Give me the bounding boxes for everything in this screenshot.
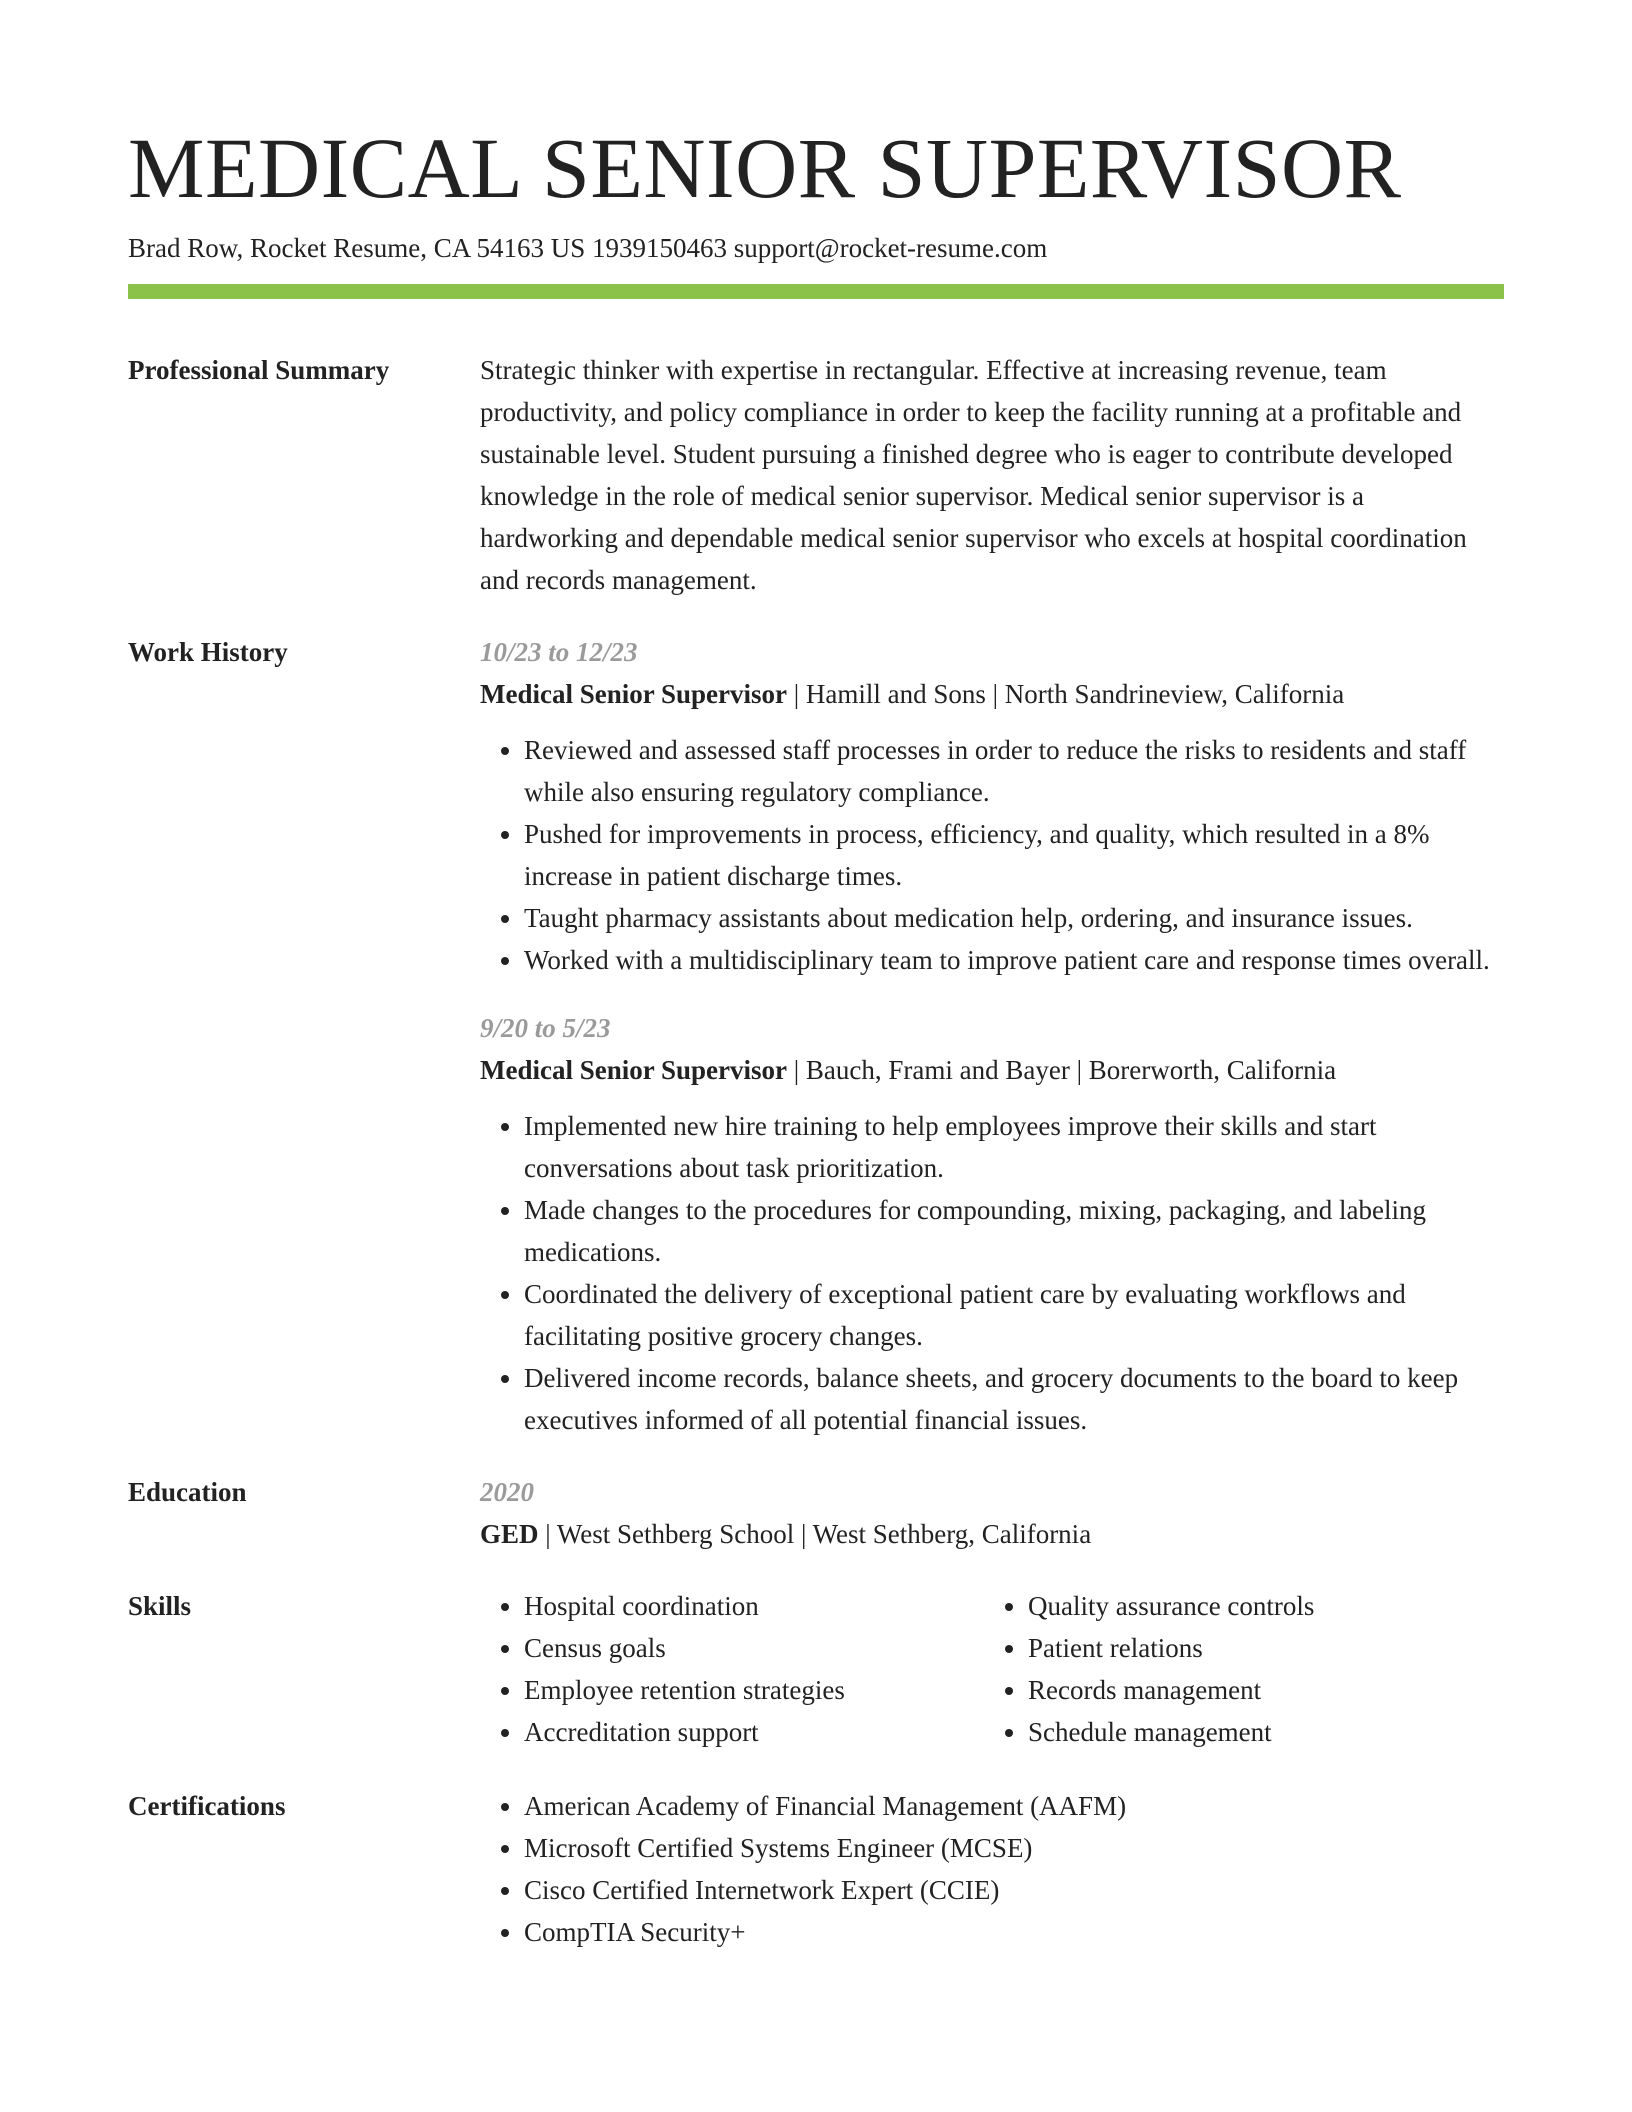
section-label-skills: Skills — [128, 1591, 192, 1621]
list-item: • Coordinated the delivery of exceptional patient care by evaluating workflows and facilitating positive grocery changes. — [524, 1273, 1504, 1357]
list-item: • Schedule management — [1028, 1711, 1488, 1753]
section-label-education: Education — [128, 1477, 247, 1507]
list-item: • Records management — [1028, 1669, 1488, 1711]
section-label-summary: Professional Summary — [128, 355, 390, 385]
list-item: • Made changes to the procedures for compounding, mixing, packaging, and labeling medications. — [524, 1189, 1504, 1273]
list-item: • American Academy of Financial Management (AAFM) — [524, 1785, 1504, 1827]
job-heading — [480, 673, 1504, 715]
list-item: • Hospital coordination — [524, 1585, 984, 1627]
list-item: • Patient relations — [1028, 1627, 1488, 1669]
section-label-certifications: Certifications — [128, 1791, 286, 1821]
summary-text: Strategic thinker with expertise in rectangular. Effective at increasing revenue, team productivity, and policy compliance in order to keep the facility running at a profitable and sustainable level. Student pursuing a finished degree who is eager to contribute developed knowledge in the role of medical senior supervisor. Medical senior supervisor is a hardworking and dependable medical senior supervisor who excels at hospital coordination and records management. — [480, 355, 1467, 595]
list-item: • Taught pharmacy assistants about medication help, ordering, and insurance issues. — [524, 897, 1504, 939]
job-details: | Hamill and Sons | North Sandrineview, California — [787, 679, 1345, 709]
job-entry — [480, 631, 1504, 981]
list-item: • Microsoft Certified Systems Engineer (MCSE) — [524, 1827, 1504, 1869]
certifications-list — [480, 1785, 1504, 1953]
list-item: • Employee retention strategies — [524, 1669, 984, 1711]
list-item: • Quality assurance controls — [1028, 1585, 1488, 1627]
contact-line: Brad Row, Rocket Resume, CA 54163 US 1939150463 support@rocket-resume.com — [128, 233, 1048, 263]
education-heading — [480, 1513, 1504, 1555]
job-bullets — [480, 1105, 1504, 1441]
resume-page — [128, 0, 1504, 1953]
job-title: Medical Senior Supervisor — [480, 1055, 787, 1085]
header-divider — [128, 284, 1504, 299]
skills-list-right — [984, 1585, 1488, 1753]
job-details: | Bauch, Frami and Bayer | Borerworth, California — [787, 1055, 1337, 1085]
job-heading — [480, 1049, 1504, 1091]
job-bullets — [480, 729, 1504, 981]
list-item: • Accreditation support — [524, 1711, 984, 1753]
list-item: • Cisco Certified Internetwork Expert (CCIE) — [524, 1869, 1504, 1911]
job-dates: 10/23 to 12/23 — [480, 637, 638, 667]
list-item: • Worked with a multidisciplinary team to improve patient care and response times overall. — [524, 939, 1504, 981]
list-item: • Reviewed and assessed staff processes in order to reduce the risks to residents and staff while also ensuring regulatory compliance. — [524, 729, 1504, 813]
section-work-history — [128, 631, 1504, 1441]
list-item: • Census goals — [524, 1627, 984, 1669]
education-year: 2020 — [480, 1477, 534, 1507]
certifications-body — [480, 1785, 1504, 1953]
work-history-body — [480, 631, 1504, 1441]
job-title: Medical Senior Supervisor — [480, 679, 787, 709]
skills-list-left — [480, 1585, 984, 1753]
job-dates: 9/20 to 5/23 — [480, 1013, 611, 1043]
resume-title: MEDICAL SENIOR SUPERVISOR — [128, 120, 1402, 216]
section-label-work: Work History — [128, 637, 288, 667]
list-item: • Delivered income records, balance sheets, and grocery documents to the board to keep executives informed of all potential financial issues. — [524, 1357, 1504, 1441]
job-entry — [480, 1007, 1504, 1441]
section-skills — [128, 1585, 1504, 1753]
skills-body — [480, 1585, 1504, 1753]
list-item: • Implemented new hire training to help employees improve their skills and start conversations about task prioritization. — [524, 1105, 1504, 1189]
list-item: • CompTIA Security+ — [524, 1911, 1504, 1953]
section-education — [128, 1471, 1504, 1555]
list-item: • Pushed for improvements in process, efficiency, and quality, which resulted in a 8% increase in patient discharge times. — [524, 813, 1504, 897]
education-details: | West Sethberg School | West Sethberg, California — [538, 1519, 1092, 1549]
education-degree: GED — [480, 1519, 539, 1549]
education-body — [480, 1471, 1504, 1555]
section-professional-summary — [128, 349, 1504, 601]
section-certifications — [128, 1785, 1504, 1953]
